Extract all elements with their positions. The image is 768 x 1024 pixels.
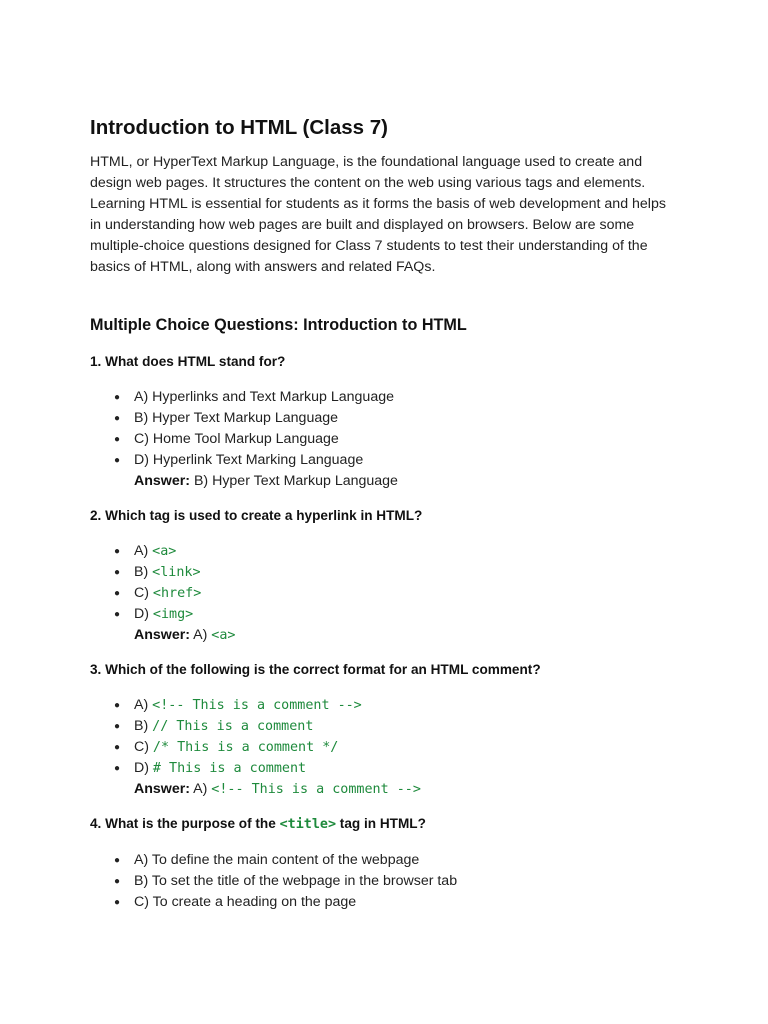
option-text: To create a heading on the page [152, 894, 357, 910]
answer-line [114, 625, 678, 646]
intro-paragraph: HTML, or HyperText Markup Language, is the foundational language used to create and design web pages. It structures the content on the web using various tags and elements. Learning HTML is essential for students as it forms the basis of web development and helps in understanding how web pages are built and displayed on browsers. Below are some multiple-choice questions designed for Class 7 students to test their understanding of the basics of HTML, along with answers and related FAQs. [90, 154, 666, 275]
option-letter: A) [134, 389, 153, 405]
question-text-post: tag in HTML? [336, 816, 426, 831]
option-item [114, 583, 678, 604]
option-item [114, 429, 678, 450]
option-letter: A) [134, 697, 153, 713]
answer-letter: A) [193, 781, 212, 797]
question-4 [90, 816, 678, 832]
question-3: 3. Which of the following is the correct format for an HTML comment? [90, 662, 541, 677]
option-letter: C) [134, 894, 153, 910]
option-letter: D) [134, 606, 153, 622]
option-code: <!-- This is a comment --> [152, 698, 362, 713]
option-item [114, 737, 678, 758]
answer-text: Hyper Text Markup Language [212, 473, 398, 489]
option-item [114, 695, 678, 716]
option-item [114, 450, 678, 471]
option-code: <link> [152, 565, 201, 580]
option-letter: C) [134, 585, 153, 601]
question-1: 1. What does HTML stand for? [90, 354, 286, 369]
option-text: To set the title of the webpage in the browser tab [151, 873, 458, 889]
answer-letter: B) [193, 473, 213, 489]
option-item [114, 871, 678, 892]
option-letter: B) [134, 873, 152, 889]
option-item [114, 850, 678, 871]
option-text: Hyperlinks and Text Markup Language [152, 389, 394, 405]
option-item [114, 604, 678, 625]
option-item [114, 758, 678, 779]
option-text: Home Tool Markup Language [152, 431, 339, 447]
answer-line [114, 471, 678, 492]
option-letter: B) [134, 718, 153, 734]
option-letter: D) [134, 452, 153, 468]
option-code: <href> [152, 586, 202, 601]
option-code: // This is a comment [152, 719, 314, 734]
option-text: Hyper Text Markup Language [152, 410, 339, 426]
option-item [114, 408, 678, 429]
answer-line [114, 779, 678, 800]
answer-letter: A) [193, 627, 212, 643]
options-list-2 [90, 541, 678, 646]
option-item [114, 387, 678, 408]
answer-label: Answer: [134, 781, 190, 797]
option-text: To define the main content of the webpage [151, 852, 420, 868]
option-letter: B) [134, 410, 153, 426]
option-item [114, 562, 678, 583]
answer-label: Answer: [134, 627, 190, 643]
option-code: <a> [152, 544, 177, 559]
option-code: <img> [152, 607, 194, 622]
option-item [114, 892, 678, 913]
option-letter: B) [134, 564, 153, 580]
answer-code: <a> [211, 628, 236, 643]
option-code: /* This is a comment */ [152, 740, 339, 755]
option-letter: C) [134, 739, 153, 755]
question-code: <title> [279, 817, 337, 832]
option-letter: A) [134, 543, 153, 559]
option-item [114, 541, 678, 562]
option-letter: D) [134, 760, 153, 776]
section-heading: Multiple Choice Questions: Introduction to HTML [90, 316, 467, 334]
options-list-3 [90, 695, 678, 800]
options-list-4 [90, 850, 678, 913]
option-code: # This is a comment [152, 761, 307, 776]
options-list-1 [90, 387, 678, 492]
question-2: 2. Which tag is used to create a hyperlink in HTML? [90, 508, 423, 523]
answer-label: Answer: [134, 473, 190, 489]
option-letter: C) [134, 431, 153, 447]
answer-code: <!-- This is a comment --> [211, 782, 421, 797]
page-title: Introduction to HTML (Class 7) [90, 116, 389, 139]
question-text-pre: 4. What is the purpose of the [90, 816, 280, 831]
option-text: Hyperlink Text Marking Language [152, 452, 364, 468]
option-letter: A) [134, 852, 152, 868]
option-item [114, 716, 678, 737]
